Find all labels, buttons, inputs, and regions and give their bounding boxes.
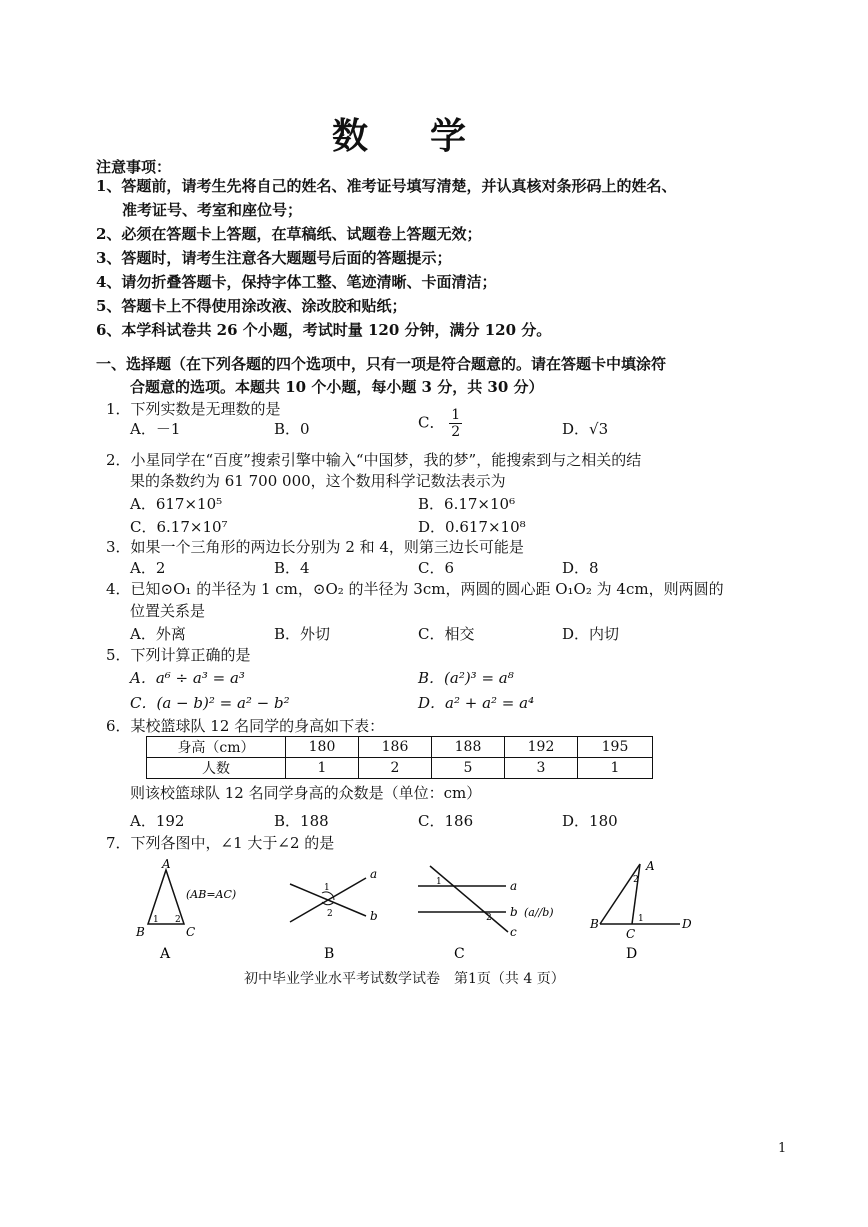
angle-1-label: 1 [638, 914, 644, 924]
fraction-numerator: 1 [451, 407, 461, 423]
figure-b-caption: B [324, 946, 335, 962]
table-cell: 192 [505, 737, 578, 758]
vertex-a-label: A [646, 859, 655, 873]
table-cell: 3 [505, 758, 578, 779]
q1-option-c-label: C． [418, 413, 445, 432]
notice-item-5: 5、答题卡上不得使用涂改液、涂改胶和贴纸； [96, 297, 407, 315]
page-footer: 初中毕业学业水平考试数学试卷 第1页（共 4 页） [244, 971, 565, 987]
table-cell: 180 [286, 737, 359, 758]
title-char-2: 学 [430, 115, 467, 157]
title-char-1: 数 [332, 115, 369, 157]
q1-option-d-value: √3 [589, 420, 609, 438]
q1-option-c [418, 407, 462, 440]
q4-option-d: D．内切 [562, 625, 620, 643]
vertex-c-label: C [186, 925, 196, 939]
q7-figure-a [128, 858, 258, 968]
table-cell: 186 [359, 737, 432, 758]
figure-c-condition: (a//b) [524, 906, 554, 919]
q5-option-b: B．(a²)³ = a⁸ [418, 669, 514, 687]
q2-stem-line1: 2．小星同学在“百度”搜索引擎中输入“中国梦，我的梦”，能搜索到与之相关的结 [106, 451, 642, 469]
notice-item-6: 6、本学科试卷共 26 个小题，考试时量 120 分钟，满分 120 分。 [96, 321, 552, 339]
q2-option-c: C．6.17×10⁷ [130, 518, 228, 536]
table-row [147, 758, 653, 779]
q7-figure-d [588, 858, 698, 968]
q4-option-a: A．外离 [130, 625, 186, 643]
angle-2-label: 2 [175, 915, 181, 925]
figure-a-condition: (AB=AC) [186, 888, 237, 901]
q3-option-d: D．8 [562, 559, 599, 577]
line-a-label: a [510, 879, 518, 893]
line-c-label: c [510, 925, 517, 939]
line-b-label: b [510, 905, 518, 919]
q6-option-b: B．188 [274, 812, 329, 830]
q6-option-c: C．186 [418, 812, 474, 830]
q1-option-b: B．0 [274, 420, 310, 438]
q2-option-a: A．617×10⁵ [130, 495, 223, 513]
figure-c-caption: C [454, 946, 465, 962]
table-row [147, 737, 653, 758]
q3-option-a: A．2 [130, 559, 166, 577]
q2-stem-line2: 果的条数约为 61 700 000，这个数用科学记数法表示为 [130, 472, 506, 490]
q5-option-d: D．a² + a² = a⁴ [418, 694, 535, 712]
q3-option-b: B．4 [274, 559, 310, 577]
notice-heading: 注意事项： [96, 158, 172, 176]
q1-option-d-label: D． [562, 420, 590, 438]
q6-option-d: D．180 [562, 812, 618, 830]
q4-stem-line2: 位置关系是 [130, 602, 206, 620]
notice-item-2: 2、必须在答题卡上答题，在草稿纸、试题卷上答题无效； [96, 225, 482, 243]
segment-ba [600, 864, 640, 924]
section-1-heading: 一、选择题（在下列各题的四个选项中，只有一项是符合题意的。请在答题卡中填涂符 [96, 355, 667, 373]
line-c [430, 866, 508, 932]
vertex-d-label: D [682, 917, 692, 931]
q7-stem: 7．下列各图中，∠1 大于∠2 的是 [106, 834, 335, 852]
angle-1-label: 1 [436, 877, 442, 887]
angle-2-label: 2 [633, 875, 639, 885]
q5-option-a: A．a⁶ ÷ a³ = a³ [130, 669, 245, 687]
fraction-denominator: 2 [451, 424, 461, 440]
line-a-label: a [370, 867, 378, 881]
angle-1-label: 1 [153, 915, 159, 925]
table-cell: 2 [359, 758, 432, 779]
q4-option-b: B．外切 [274, 625, 331, 643]
notice-item-1: 1、答题前，请考生先将自己的姓名、准考证号填写清楚，并认真核对条形码上的姓名、 [96, 177, 677, 195]
q2-option-d: D．0.617×10⁸ [418, 518, 526, 536]
line-b-label: b [370, 909, 378, 923]
q4-option-c: C．相交 [418, 625, 475, 643]
q2-option-b: B．6.17×10⁶ [418, 495, 516, 513]
angle-2-label: 2 [486, 913, 492, 923]
q6-option-a: A．192 [130, 812, 185, 830]
table-cell: 188 [432, 737, 505, 758]
notice-item-1-cont: 准考证号、考室和座位号； [122, 201, 303, 219]
q7-figure-c [412, 858, 572, 968]
table-header-count: 人数 [147, 758, 286, 779]
angle-1-label: 1 [324, 883, 330, 893]
section-1-heading-cont: 合题意的选项。本题共 10 个小题，每小题 3 分，共 30 分） [130, 378, 544, 396]
page-number: 1 [778, 1141, 787, 1156]
q5-option-c: C．(a − b)² = a² − b² [130, 694, 290, 712]
notice-item-3: 3、答题时，请考生注意各大题题号后面的答题提示； [96, 249, 452, 267]
vertex-c-label: C [626, 927, 636, 941]
q6-stem-line2: 则该校篮球队 12 名同学身高的众数是（单位：cm） [130, 784, 482, 802]
q3-stem: 3．如果一个三角形的两边长分别为 2 和 4，则第三边长可能是 [106, 538, 524, 556]
q1-option-a: A．－1 [130, 420, 181, 438]
q6-stem: 6．某校篮球队 12 名同学的身高如下表： [106, 717, 385, 735]
q4-stem-line1: 4．已知⊙O₁ 的半径为 1 cm，⊙O₂ 的半径为 3cm，两圆的圆心距 O₁O₂ 为 4cm，则两圆的 [106, 580, 724, 598]
figure-a-caption: A [160, 946, 171, 962]
vertex-b-label: B [136, 925, 145, 939]
table-cell: 1 [286, 758, 359, 779]
vertex-b-label: B [590, 917, 599, 931]
q1-stem: 1．下列实数是无理数的是 [106, 400, 281, 418]
q5-stem: 5．下列计算正确的是 [106, 646, 251, 664]
table-cell: 1 [578, 758, 653, 779]
table-cell: 195 [578, 737, 653, 758]
height-table [146, 736, 653, 779]
notice-item-4: 4、请勿折叠答题卡，保持字体工整、笔迹清晰、卡面清洁； [96, 273, 497, 291]
q3-option-c: C．6 [418, 559, 455, 577]
q1-option-c-fraction [449, 407, 462, 440]
page-title [332, 108, 466, 159]
table-cell: 5 [432, 758, 505, 779]
q1-option-d [562, 418, 608, 439]
figure-d-caption: D [626, 946, 638, 962]
angle-2-label: 2 [327, 909, 333, 919]
table-header-height: 身高（cm） [147, 737, 286, 758]
vertex-a-label: A [162, 858, 171, 871]
q7-figure-b [286, 858, 386, 968]
